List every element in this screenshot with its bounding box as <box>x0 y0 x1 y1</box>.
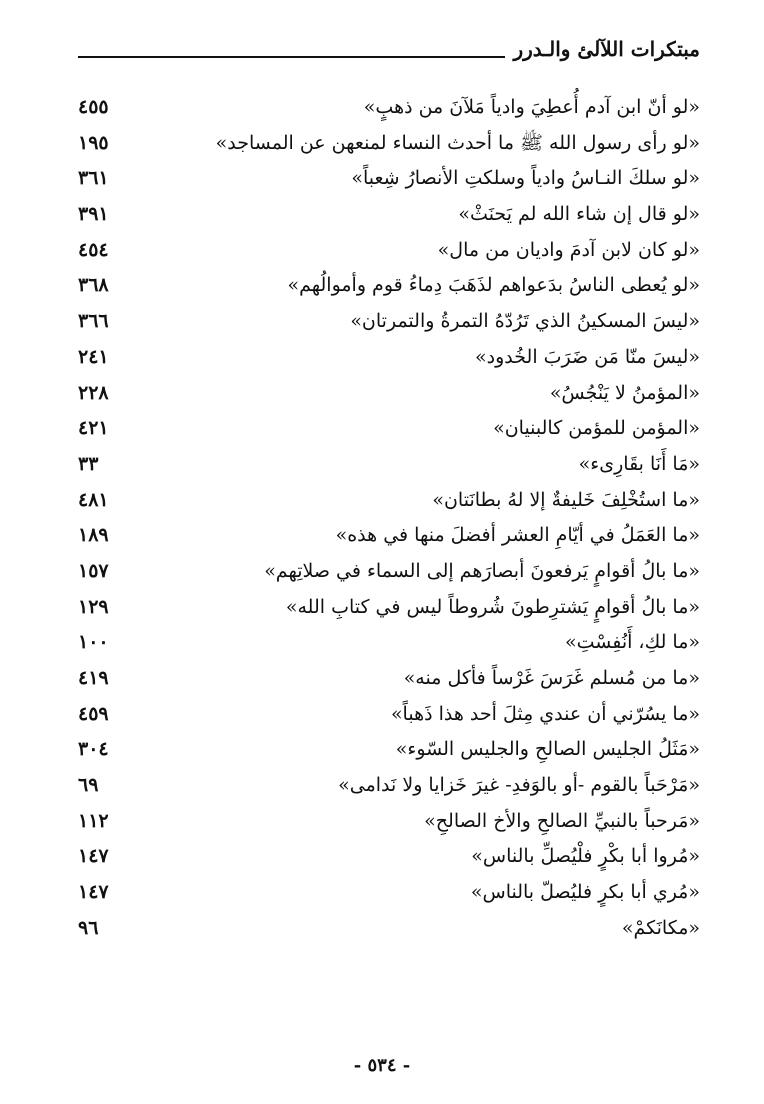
entry-text: «مُري أبا بكرٍ فليُصلّ بالناس» <box>470 881 700 904</box>
entry-page-number: ٣٦٨ <box>78 274 109 297</box>
entry-page-number: ٢٤١ <box>78 345 109 368</box>
entry-page-number: ١٤٧ <box>78 881 109 904</box>
index-entry <box>78 411 700 447</box>
index-entry <box>78 161 700 197</box>
entry-page-number: ٦٩ <box>78 774 99 797</box>
entry-text: «ما بالُ أقوامٍ يَشترِطونَ شُروطاً ليس في كتابِ الله» <box>285 595 700 618</box>
entry-text: «لو رأى رسول الله ﷺ ما أحدث النساء لمنعهن عن المساجد» <box>215 131 700 154</box>
entry-page-number: ١٢٩ <box>78 595 109 618</box>
entry-text: «مُروا أبا بكْرٍ فلْيُصلِّ بالناس» <box>471 845 700 868</box>
entry-text: «مكانَكمْ» <box>621 916 700 939</box>
entry-text: «ما بالُ أقوامٍ يَرفعونَ أبصارَهم إلى السماء في صلاتِهم» <box>264 559 700 582</box>
index-entry <box>78 554 700 590</box>
index-list <box>78 90 700 947</box>
entry-text: «ليسَ منّا مَن ضَرَبَ الخُدود» <box>475 345 700 368</box>
entry-text: «لو سلكَ النـاسُ وادياً وسلكتِ الأنصارُ شِعباً» <box>351 167 700 190</box>
index-entry <box>78 483 700 519</box>
index-entry <box>78 661 700 697</box>
entry-text: «ما من مُسلم غَرَسَ غَرْساً فأكل منه» <box>403 667 700 689</box>
index-entry <box>78 768 700 804</box>
entry-page-number: ١٠٠ <box>78 631 109 654</box>
index-entry <box>78 518 700 554</box>
index-entry <box>78 590 700 626</box>
index-entry <box>78 875 700 911</box>
entry-text: «لو يُعطى الناسُ بدَعواهم لذَهَبَ دِماءُ قوم وأموالُهم» <box>287 274 700 297</box>
entry-text: «ما يسُرّني أن عندي مِثلَ أحد هذا ذَهباً» <box>390 702 700 725</box>
index-entry <box>78 697 700 733</box>
entry-page-number: ٤٢١ <box>78 417 109 440</box>
entry-text: «مَرحباً بالنبيِّ الصالحِ والأخ الصالحِ» <box>424 809 700 832</box>
index-entry <box>78 376 700 412</box>
entry-page-number: ٩٦ <box>78 916 99 939</box>
entry-page-number: ٤١٩ <box>78 667 109 689</box>
header-title: مبتكرات اللآلئ والـدرر <box>505 36 700 62</box>
entry-page-number: ١٥٧ <box>78 559 109 582</box>
entry-page-number: ٤٥٩ <box>78 702 109 725</box>
entry-page-number: ٤٥٥ <box>78 96 109 118</box>
entry-text: «لو قال إن شاء الله لم يَحنَثْ» <box>458 203 700 226</box>
entry-text: «ليسَ المسكينُ الذي تَرُدّهُ التمرةُ والتمرتان» <box>350 310 700 333</box>
entry-text: «ما العَمَلُ في أيّامِ العشر أفضلَ منها في هذه» <box>335 524 700 547</box>
index-entry <box>78 268 700 304</box>
index-entry <box>78 233 700 269</box>
entry-page-number: ٣٦١ <box>78 167 109 190</box>
entry-text: «لو أنّ ابن آدم أُعطِيَ وادياً مَلآنَ من ذهبٍ» <box>363 96 700 118</box>
entry-page-number: ٣٦٦ <box>78 310 109 333</box>
index-entry <box>78 447 700 483</box>
index-entry <box>78 126 700 162</box>
entry-text: «المؤمن للمؤمن كالبنيان» <box>493 417 700 440</box>
index-entry <box>78 197 700 233</box>
entry-text: «مَا أَنَا بقَارِىء» <box>578 452 700 475</box>
index-entry <box>78 732 700 768</box>
entry-text: «لو كان لابن آدمَ واديان من مال» <box>437 238 700 261</box>
entry-text: «مَرْحَباً بالقوم -أو بالوَفدِ- غيرَ خَزايا ولا نَدامى» <box>338 774 700 797</box>
entry-page-number: ٣٠٤ <box>78 738 109 761</box>
index-entry <box>78 90 700 126</box>
entry-page-number: ٣٣ <box>78 452 99 475</box>
index-entry <box>78 911 700 947</box>
entry-text: «ما لكِ، أَنُفِسْتِ» <box>564 631 700 654</box>
entry-page-number: ١٨٩ <box>78 524 109 547</box>
entry-page-number: ٤٨١ <box>78 488 109 511</box>
index-entry <box>78 625 700 661</box>
entry-page-number: ١١٢ <box>78 809 109 832</box>
index-entry <box>78 340 700 376</box>
index-entry <box>78 839 700 875</box>
index-entry <box>78 304 700 340</box>
entry-text: «المؤمنُ لا يَنْجُسُ» <box>549 381 700 404</box>
entry-page-number: ٣٩١ <box>78 203 109 226</box>
entry-page-number: ٤٥٤ <box>78 238 109 261</box>
entry-page-number: ٢٢٨ <box>78 381 109 404</box>
entry-page-number: ١٩٥ <box>78 131 109 154</box>
entry-page-number: ١٤٧ <box>78 845 109 868</box>
running-header <box>78 36 700 66</box>
entry-text: «مَثَلُ الجليس الصالحِ والجليس السّوء» <box>395 738 700 761</box>
index-entry <box>78 804 700 840</box>
page-number-footer: - ٥٣٤ - <box>353 1055 411 1076</box>
entry-text: «ما استُخْلِفَ خَليفةٌ إلا لهُ بطانَتان» <box>432 488 700 511</box>
